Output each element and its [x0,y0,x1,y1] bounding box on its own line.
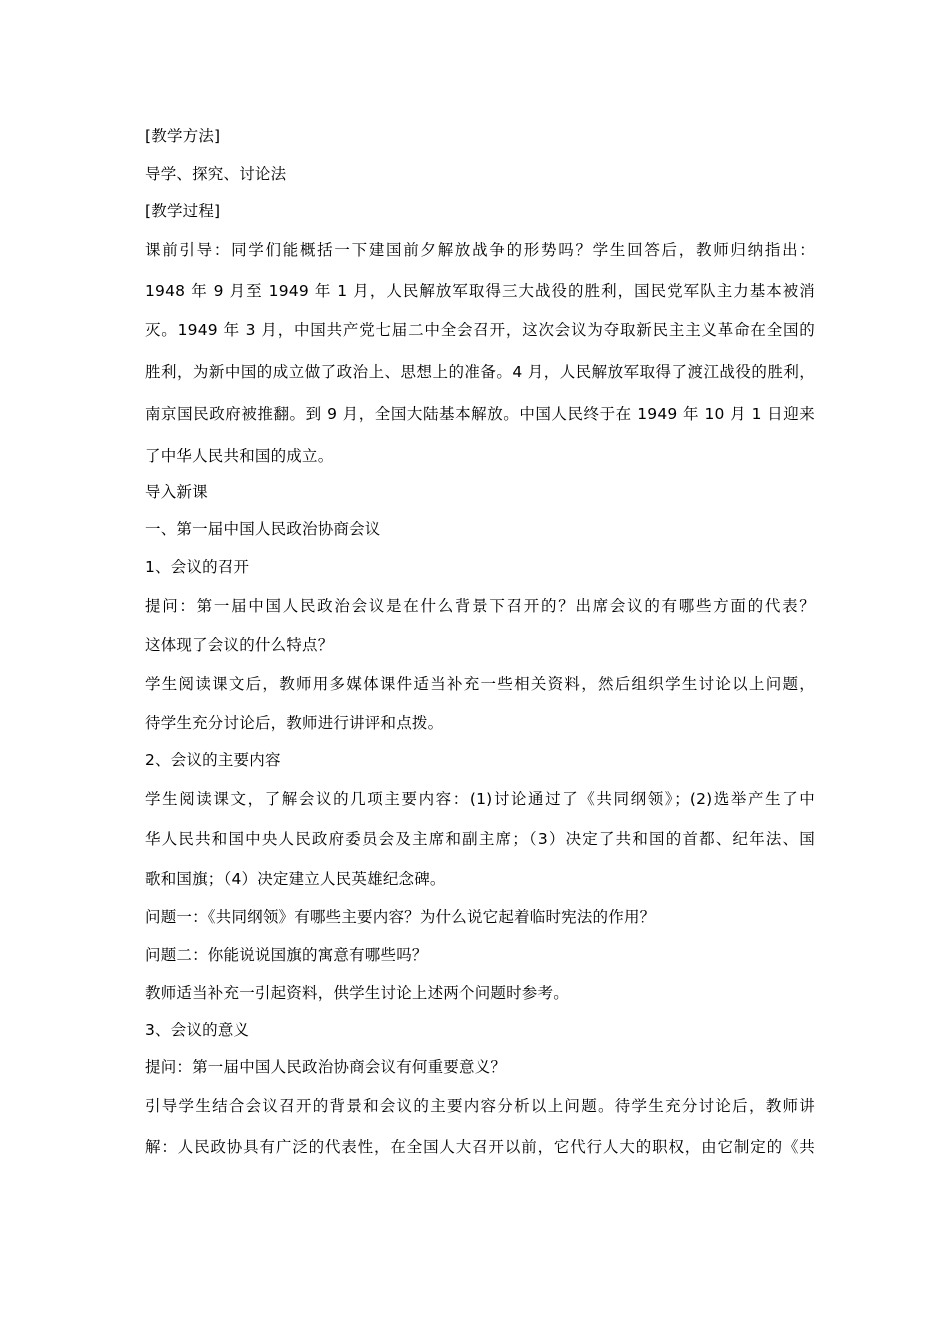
paragraph-line: 待学生充分讨论后，教师进行讲评和点拨。 [145,714,444,732]
teaching-method-text: 导学、探究、讨论法 [145,165,287,183]
paragraph-line: 华人民共和国中央人民政府委员会及主席和副主席；（3）决定了共和国的首都、纪年法、国 [145,830,815,848]
heading-teaching-method: [教学方法] [145,127,221,145]
paragraph-line: 教师适当补充一引起资料，供学生讨论上述两个问题时参考。 [145,984,569,1002]
paragraph-line: 灭。1949 年 3 月，中国共产党七届二中全会召开，这次会议为夺取新民主主义革命在全国的 [145,321,815,339]
paragraph-line: 解：人民政协具有广泛的代表性，在全国人大召开以前，它代行人大的职权，由它制定的《共 [145,1138,815,1156]
section-intro-new-lesson: 导入新课 [145,483,208,501]
paragraph-line: 南京国民政府被推翻。到 9 月，全国大陆基本解放。中国人民终于在 1949 年 10 月 1 日迎来 [145,405,815,423]
paragraph-line: 引导学生结合会议召开的背景和会议的主要内容分析以上问题。待学生充分讨论后，教师讲 [145,1097,815,1115]
section-heading-1: 一、第一届中国人民政治协商会议 [145,520,381,538]
subsection-heading-2: 2、会议的主要内容 [145,751,281,769]
heading-teaching-process: [教学过程] [145,202,221,220]
question-1: 问题一：《共同纲领》有哪些主要内容？为什么说它起着临时宪法的作用？ [145,908,656,926]
subsection-heading-1: 1、会议的召开 [145,558,250,576]
paragraph-line: 课前引导：同学们能概括一下建国前夕解放战争的形势吗？学生回答后，教师归纳指出： [145,241,815,259]
paragraph-line: 歌和国旗；（4）决定建立人民英雄纪念碑。 [145,870,446,888]
subsection-heading-3: 3、会议的意义 [145,1021,250,1039]
paragraph-line: 提问：第一届中国人民政治协商会议有何重要意义？ [145,1058,507,1076]
paragraph-line: 学生阅读课文后，教师用多媒体课件适当补充一些相关资料，然后组织学生讨论以上问题， [145,675,815,693]
paragraph-line: 了中华人民共和国的成立。 [145,447,334,465]
paragraph-line: 学生阅读课文，了解会议的几项主要内容：(1)讨论通过了《共同纲领》；(2)选举产生了中 [145,790,815,808]
paragraph-line: 1948 年 9 月至 1949 年 1 月，人民解放军取得三大战役的胜利，国民党军队主力基本被消 [145,282,815,300]
paragraph-line: 这体现了会议的什么特点？ [145,636,334,654]
paragraph-line: 胜利，为新中国的成立做了政治上、思想上的准备。4 月，人民解放军取得了渡江战役的胜利， [145,363,815,381]
paragraph-line: 提问：第一届中国人民政治会议是在什么背景下召开的？出席会议的有哪些方面的代表？ [145,597,815,615]
question-2: 问题二：你能说说国旗的寓意有哪些吗？ [145,946,428,964]
